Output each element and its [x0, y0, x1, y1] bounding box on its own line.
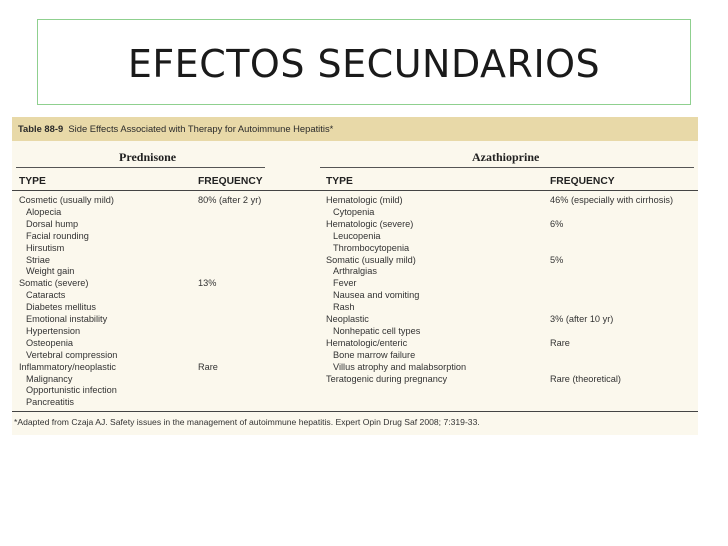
prednisone-type-cell: Weight gain [26, 266, 75, 277]
prednisone-type-cell: Malignancy [26, 373, 73, 384]
azathioprine-type-cell: Rash [333, 302, 355, 313]
prednisone-type-cell: Diabetes mellitus [26, 302, 96, 313]
azathioprine-frequency-cell: 46% (especially with cirrhosis) [550, 195, 674, 205]
azathioprine-type-cell: Somatic (usually mild) [326, 254, 416, 265]
azathioprine-type-cell: Cytopenia [333, 206, 375, 217]
prednisone-type-cell: Cataracts [26, 290, 66, 301]
table-caption: Side Effects Associated with Therapy for Autoimmune Hepatitis* [68, 123, 334, 134]
azathioprine-type-cell: Nausea and vomiting [333, 290, 420, 301]
azathioprine-type-cell: Nonhepatic cell types [333, 325, 421, 336]
slide-title-box [37, 19, 691, 105]
prednisone-type-cell: Opportunistic infection [26, 385, 117, 396]
col-frequency-azathioprine: FREQUENCY [550, 176, 615, 187]
azathioprine-type-cell: Hematologic/enteric [326, 337, 408, 348]
azathioprine-type-cell: Bone marrow failure [333, 349, 416, 360]
prednisone-type-cell: Facial rounding [26, 230, 89, 241]
col-type-prednisone: TYPE [19, 176, 46, 187]
group-azathioprine: Azathioprine [472, 150, 540, 164]
slide-title: EFECTOS SECUNDARIOS [127, 42, 601, 86]
header-rule [12, 190, 698, 191]
prednisone-type-cell: Somatic (severe) [19, 278, 89, 289]
prednisone-type-cell: Hirsutism [26, 242, 65, 253]
prednisone-frequency-cell: 80% (after 2 yr) [198, 195, 262, 205]
azathioprine-type-cell: Leucopenia [333, 230, 381, 241]
table-title [18, 123, 333, 134]
azathioprine-type-cell: Neoplastic [326, 314, 369, 324]
azathioprine-type-cell: Fever [333, 278, 357, 289]
azathioprine-type-cell: Hematologic (severe) [326, 218, 414, 229]
prednisone-type-cell: Vertebral compression [26, 349, 118, 360]
azathioprine-type-cell: Arthralgias [333, 266, 377, 277]
azathioprine-frequency-cell: Rare [550, 337, 570, 348]
prednisone-type-cell: Pancreatitis [26, 397, 75, 408]
azathioprine-type-cell: Hematologic (mild) [326, 195, 403, 205]
group-prednisone: Prednisone [119, 150, 177, 164]
prednisone-type-cell: Striae [26, 254, 51, 265]
prednisone-frequency-cell: Rare [198, 361, 218, 372]
prednisone-type-cell: Hypertension [26, 325, 81, 336]
table-footnote: *Adapted from Czaja AJ. Safety issues in the management of autoimmune hepatitis. Expert Opin Drug Saf 2008; 7:319-33. [14, 417, 480, 427]
azathioprine-frequency-cell: 3% (after 10 yr) [550, 314, 614, 324]
prednisone-type-cell: Cosmetic (usually mild) [19, 195, 114, 205]
group-rule-prednisone [16, 167, 265, 168]
azathioprine-frequency-cell: 5% [550, 254, 564, 265]
col-frequency-prednisone: FREQUENCY [198, 176, 263, 187]
azathioprine-type-cell: Thrombocytopenia [333, 242, 410, 253]
col-type-azathioprine: TYPE [326, 176, 353, 187]
azathioprine-frequency-cell: 6% [550, 218, 564, 229]
prednisone-type-cell: Inflammatory/neoplastic [19, 361, 117, 372]
prednisone-type-cell: Dorsal hump [26, 218, 79, 229]
prednisone-type-cell: Emotional instability [26, 314, 108, 324]
azathioprine-type-cell: Villus atrophy and malabsorption [333, 361, 467, 372]
azathioprine-frequency-cell: Rare (theoretical) [550, 373, 621, 384]
side-effects-table [12, 117, 698, 435]
group-rule-azathioprine [320, 167, 694, 168]
prednisone-frequency-cell: 13% [198, 278, 217, 289]
prednisone-type-cell: Alopecia [26, 206, 62, 217]
prednisone-type-cell: Osteopenia [26, 337, 73, 348]
bottom-rule [12, 411, 698, 412]
table-title-bar [12, 117, 698, 141]
azathioprine-type-cell: Teratogenic during pregnancy [326, 373, 448, 384]
table-label: Table 88-9 [18, 123, 64, 134]
